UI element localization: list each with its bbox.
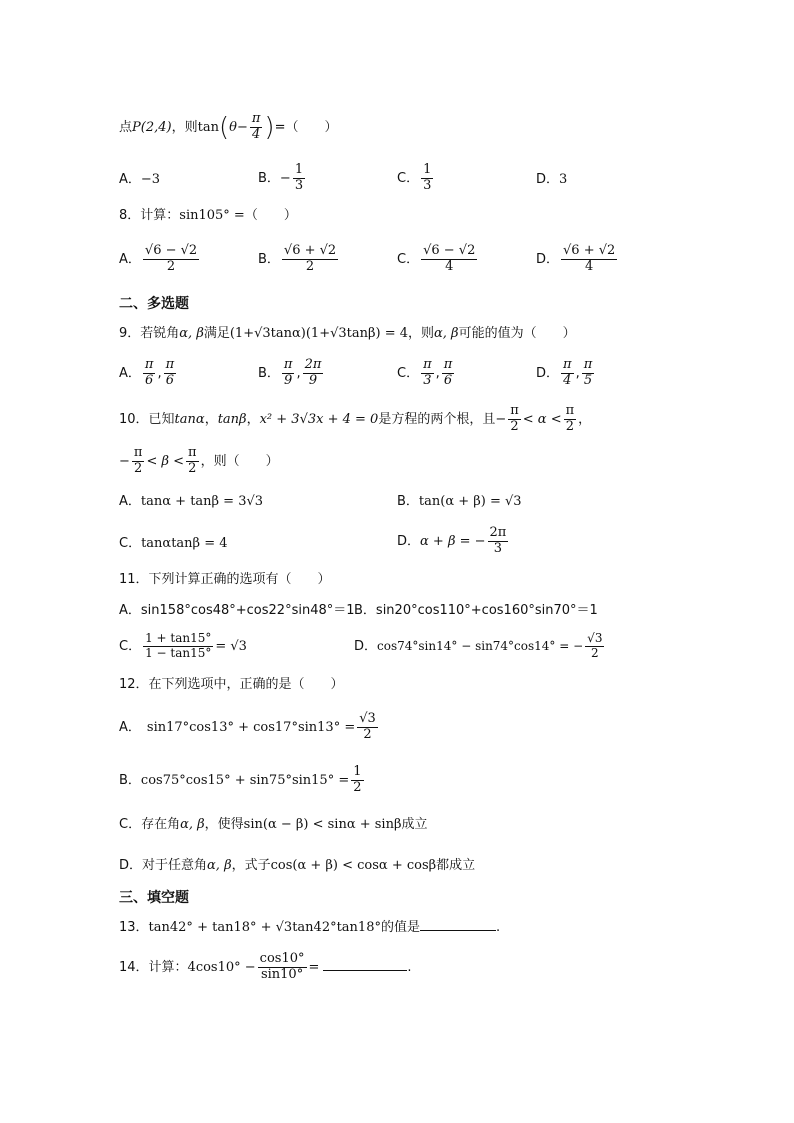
two: 2 [565,418,575,434]
q12-option-b[interactable] [119,765,366,796]
option-label: D． [536,172,560,187]
option-den: 6 [145,372,154,388]
option-value: 3 [559,172,568,187]
option-label: D． [354,638,378,654]
option-num: √6 + √2 [283,243,337,258]
option-num: π [165,357,175,372]
pi: π [565,403,575,418]
q13-expr: tan42° + tan18° + √3tan42°tan18° [148,920,381,935]
option-tail: = √3 [215,638,247,654]
option-den: 4 [445,258,454,274]
option-den: 4 [563,372,572,388]
option-den: 2 [353,779,362,795]
option-value: sin20°cos110°+cos160°sin70°＝1 [375,603,598,618]
option-label: B． [258,365,280,381]
q9-vars: α, β [179,326,204,341]
q11-stem: 11．下列计算正确的选项有（ ） [119,572,331,587]
q7-stem-text: 点 [119,119,133,135]
option-label: B． [397,494,419,509]
option-den: 1 − tan15° [145,645,212,660]
option-num: π [583,357,593,372]
period: . [407,959,412,975]
option-label: C． [119,536,142,551]
q10-stem-text-2: 是方程的两个根，且 [378,411,496,427]
two: 2 [188,460,197,476]
option-expr: cos(α + β) < cosα + cosβ [270,858,437,873]
q10-option-b[interactable] [397,495,522,508]
option-label: A． [119,251,141,267]
option-num: √6 + √2 [563,243,616,258]
q14-num: cos10° [259,951,305,966]
option-value: cos74°sin14° − sin74°cos14° = − [377,638,584,653]
q7-stem: 点P(2,4)，则tan(θ− $\frac{\pi}{4}$ )=（ ） [119,111,338,143]
q8-option-d[interactable] [536,244,619,275]
q9-vars-2: α, β [434,326,459,341]
option-den: 4 [585,258,594,274]
option-label: C． [397,251,420,267]
option-den: 6 [443,372,453,388]
q10-option-a[interactable] [119,495,263,508]
q7-four: 4 [251,126,261,142]
q10-stem [119,404,591,435]
option-label: D． [536,251,560,267]
q12-option-a[interactable] [119,712,380,743]
pi: π [188,445,197,460]
q8-option-a[interactable] [119,244,201,275]
q8-stem [119,209,297,222]
q8-option-b[interactable] [258,244,340,275]
q12-option-d[interactable] [119,859,475,872]
option-value: α + β = − [420,533,486,549]
option-text: 对于任意角 [142,858,208,873]
option-num: √3 [587,631,603,645]
option-label: C． [119,817,142,832]
equals-sign: = [308,959,320,975]
separator: ， [204,411,218,427]
q14-stem-text: 14．计算： [119,959,188,975]
option-label: B． [258,251,280,267]
option-num: √3 [359,711,376,726]
option-value: cos75°cos15° + sin75°sin15° = [140,772,350,788]
option-label: B． [119,772,141,788]
q9-option-d[interactable]: D． $\frac{\pi}{4}$ , $\frac{\pi}{5}$ [536,357,593,388]
option-num: √6 − √2 [144,243,198,258]
option-text: 成立 [401,817,428,832]
q10-option-c[interactable] [119,537,228,550]
q8-expr: sin105° =（ ） [179,208,297,223]
q9-option-a[interactable]: A． $\frac{\pi}{6}$ , $\frac{\pi}{6}$ [119,357,175,388]
option-label: C． [397,170,420,186]
two: 2 [134,460,143,476]
option-value: sin17°cos13° + cos17°sin13° = [146,719,356,735]
option-den: 2 [363,726,372,742]
q12-option-c[interactable] [119,818,428,831]
option-label: A． [119,719,141,735]
option-den: 5 [583,372,593,388]
option-text: ，式子 [231,858,271,873]
separator: ， [578,411,592,427]
option-label: C． [119,638,142,654]
q10-cond-beta: < β < [146,453,185,469]
option-num: 1 + tan15° [145,631,212,645]
q9-option-b[interactable]: B． $\frac{\pi}{9}$ , $\frac{2\pi}{9}$ [258,357,322,388]
option-num: 1 [294,162,304,177]
option-vars: α, β [207,858,232,873]
q10-tan-beta: tanβ [217,411,247,427]
option-den: 2 [590,645,599,660]
q9-stem-text-2: 满足 [203,326,230,341]
q7-point: P(2,4) [132,119,172,135]
option-value: tan(α + β) = √3 [418,494,522,509]
option-num: π [443,357,453,372]
option-den: 6 [165,372,174,388]
option-den: 3 [294,177,304,193]
option-label: A． [119,603,141,618]
option-label: A． [119,172,141,187]
option-num: π [563,357,572,372]
option-den: 3 [493,540,503,556]
option-num: 2π [489,525,507,540]
q10-option-d[interactable] [397,526,510,557]
q9-stem-text: 9．若锐角 [119,326,180,341]
q12-stem: 12．在下列选项中，正确的是（ ） [119,677,344,692]
q7-theta: θ [229,119,237,135]
option-sign: − [279,170,291,186]
q13-number: 13． [119,920,149,935]
option-den: 9 [284,372,293,388]
q10-equation: x² + 3√3x + 4 = 0 [259,411,379,427]
q7-option-b[interactable] [258,163,307,194]
option-num: π [283,357,293,372]
q8-stem-text: 8．计算： [119,208,180,223]
option-den: 3 [423,372,432,388]
pi: π [133,445,143,460]
option-num: π [144,357,154,372]
q14-answer-blank[interactable] [323,970,407,971]
q7-pi: π [251,111,261,126]
option-num: √6 − √2 [423,243,476,258]
option-den: 9 [308,372,318,388]
option-label: B． [258,170,280,186]
q10-stem-text: 10．已知 [119,411,175,427]
q10-stem-text-3: ，则（ ） [200,453,279,469]
option-value: sin158°cos48°+cos22°sin48°＝1 [140,603,355,618]
q13-tail: 的值是 [380,920,420,935]
option-text: ，使得 [204,817,244,832]
option-den: 2 [166,258,176,274]
q7-eq-tail: =（ ） [274,119,338,135]
q7-option-d[interactable] [536,173,567,186]
q9-stem-text-3: ，则 [408,326,435,341]
section-heading-multi-choice: 二、多选题 [119,296,189,312]
q11-option-b[interactable] [354,604,598,617]
q7-minus: − [236,119,248,135]
option-value: tanαtanβ = 4 [141,536,228,551]
option-expr: sin(α − β) < sinα + sinβ [243,817,402,832]
q14-expr: 4cos10° − [187,959,256,975]
minus-sign: − [119,453,130,469]
section-heading-fill-blank: 三、填空题 [119,890,189,906]
option-label: D． [119,858,143,873]
q13-answer-blank[interactable] [420,930,496,931]
option-label: A． [119,365,141,381]
q11-option-a[interactable] [119,604,355,617]
q7-option-a[interactable] [119,173,160,186]
q8-option-c[interactable] [397,244,479,275]
q10-cond-alpha: < α < [522,411,562,427]
option-num: 1 [353,764,362,779]
option-label: B． [354,603,376,618]
q7-tan: tan [197,119,219,135]
option-value: −3 [140,172,161,187]
q7-option-c[interactable] [397,163,435,194]
option-num: 1 [423,162,432,177]
option-vars: α, β [180,817,205,832]
q11-option-c[interactable] [119,632,247,661]
pi: π [510,403,519,418]
option-label: A． [119,494,141,509]
two: 2 [510,418,519,434]
q14-stem [119,952,412,983]
q7-stem-text-2: ，则 [171,119,198,135]
minus-sign: − [495,411,507,427]
q9-stem-text-4: 可能的值为（ ） [458,326,576,341]
separator: ， [246,411,260,427]
q10-stem-line2 [119,446,279,477]
period: . [496,920,501,935]
q9-expr: (1+√3tanα)(1+√3tanβ) = 4 [229,326,408,341]
option-text: 都成立 [436,858,476,873]
option-label: D． [536,365,560,381]
option-label: C． [397,365,420,381]
q9-option-c[interactable]: C． $\frac{\pi}{3}$ , $\frac{\pi}{6}$ [397,357,453,388]
option-num: 2π [304,357,322,372]
option-text: 存在角 [141,817,181,832]
q14-den: sin10° [260,966,304,982]
q11-option-d[interactable] [354,632,606,661]
q13-stem [119,921,500,934]
option-value: tanα + tanβ = 3√3 [140,494,264,509]
option-label: D． [397,533,421,549]
option-num: π [423,357,432,372]
option-den: 2 [305,258,315,274]
q10-tan-alpha: tanα [174,411,205,427]
q9-stem [119,327,576,340]
option-den: 3 [423,177,432,193]
